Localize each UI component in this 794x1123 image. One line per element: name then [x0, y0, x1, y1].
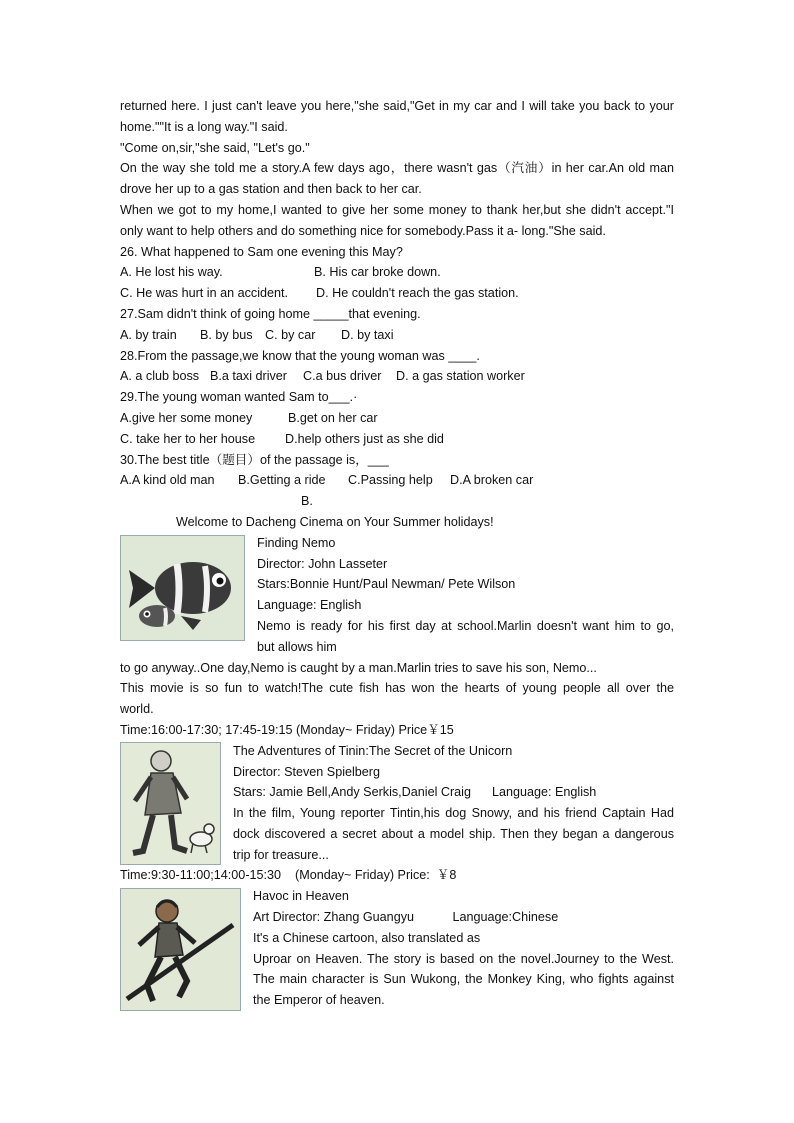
story-line: returned here. I just can't leave you here,"she said,"Get in my car and I will take you back to your	[120, 99, 674, 113]
story-line: only want to help others and do something nice for somebody.Pass it a- long."She said.	[120, 223, 606, 238]
answer-options	[120, 429, 674, 450]
answer-options	[120, 470, 674, 491]
story-line: When we got to my home,I wanted to give her some money to thank her,but she didn't accept."I	[120, 202, 674, 217]
movie-havoc-in-heaven	[120, 886, 674, 1011]
movie-description: dock discovered a secret about a model ship. Then they began a dangerous	[233, 826, 674, 841]
question-stem: 29.The young woman wanted Sam to___.·	[120, 390, 358, 405]
question-stem: 30.The best title（题目）of the passage is，___	[120, 452, 389, 467]
movie-description: In the film, Young reporter Tintin,his dog Snowy, and his friend Captain Had	[233, 806, 674, 821]
option-c: C. take her to her house	[120, 431, 256, 446]
option-a: A.A kind old man	[120, 473, 215, 488]
option-b: B. by bus	[200, 327, 253, 342]
option-a: A. by train	[120, 327, 177, 342]
movie-description: It's a Chinese cartoon, also translated as	[253, 930, 481, 945]
option-d: D.help others just as she did	[285, 431, 444, 446]
option-a: A.give her some money	[120, 410, 253, 425]
movie-description: but allows him	[257, 639, 337, 654]
movie-language: Language: English	[257, 598, 362, 613]
option-d: D. a gas station worker	[396, 369, 525, 384]
movie-description: the Emperor of heaven.	[253, 993, 385, 1008]
movie-description: This movie is so fun to watch!The cute fish has won the hearts of young people all over the	[120, 681, 674, 696]
option-c: C.a bus driver	[303, 369, 382, 384]
movie-info	[253, 886, 674, 1011]
movie-stars: Stars: Jamie Bell,Andy Serkis,Daniel Craig Language: English	[233, 785, 597, 800]
option-b: B.a taxi driver	[210, 369, 287, 384]
section-title: Welcome to Dacheng Cinema on Your Summer holidays!	[176, 514, 494, 529]
option-c: C. He was hurt in an accident.	[120, 286, 288, 301]
story-line: drove her up to a gas station and then back to her car.	[120, 182, 422, 197]
clownfish-illustration	[121, 536, 244, 640]
answer-options	[120, 325, 674, 346]
option-d: D. by taxi	[341, 327, 394, 342]
section-label: B.	[301, 494, 313, 509]
monkey-king-illustration	[121, 889, 240, 1010]
movie-title: The Adventures of Tinin:The Secret of the Unicorn	[233, 743, 513, 758]
question-stem: 28.From the passage,we know that the young woman was ____.	[120, 348, 480, 363]
movie-description: Nemo is ready for his first day at school.Marlin doesn't want him to go,	[257, 618, 674, 633]
movie-finding-nemo	[120, 533, 674, 658]
option-c: C. by car	[265, 327, 316, 342]
movie-info	[233, 741, 674, 866]
movie-description: to go anyway..One day,Nemo is caught by a man.Marlin tries to save his son, Nemo...	[120, 660, 597, 675]
movie-director: Director: Steven Spielberg	[233, 764, 380, 779]
document-page	[120, 96, 674, 1011]
option-a: A. He lost his way.	[120, 265, 223, 280]
story-line: On the way she told me a story.A few days ago，there wasn't gas（汽油）in her car.An old man	[120, 161, 674, 176]
movie-description: world.	[120, 702, 154, 717]
answer-options	[120, 366, 674, 387]
option-a: A. a club boss	[120, 369, 200, 384]
option-b: B. His car broke down.	[314, 265, 441, 280]
movie-info	[257, 533, 674, 658]
story-line: "Come on,sir,"she said, "Let's go."	[120, 140, 310, 155]
option-d: D.A broken car	[450, 473, 534, 488]
option-c: C.Passing help	[348, 473, 433, 488]
question-stem: 27.Sam didn't think of going home _____that evening.	[120, 306, 421, 321]
movie-director: Art Director: Zhang Guangyu Language:Chinese	[253, 910, 559, 925]
question-stem: 26. What happened to Sam one evening this May?	[120, 244, 403, 259]
movie-title: Finding Nemo	[257, 535, 336, 550]
clownfish-image	[120, 535, 245, 641]
option-b: B.get on her car	[288, 410, 378, 425]
tintin-illustration	[121, 743, 220, 864]
movie-description: trip for treasure...	[233, 847, 329, 862]
answer-options	[120, 262, 674, 283]
story-line: home.""It is a long way."I said.	[120, 119, 288, 134]
movie-description: Uproar on Heaven. The story is based on the novel.Journey to the West.	[253, 951, 674, 966]
monkey-king-image	[120, 888, 241, 1011]
movie-time-price: Time:16:00-17:30; 17:45-19:15 (Monday~ Friday) Price￥15	[120, 722, 454, 737]
movie-stars: Stars:Bonnie Hunt/Paul Newman/ Pete Wilson	[257, 577, 516, 592]
movie-time-price: Time:9:30-11:00;14:00-15:30 (Monday~ Friday) Price: ￥8	[120, 868, 457, 883]
tintin-image	[120, 742, 221, 865]
movie-title: Havoc in Heaven	[253, 889, 349, 904]
movie-tintin	[120, 741, 674, 866]
answer-options	[120, 408, 674, 429]
option-b: B.Getting a ride	[238, 473, 326, 488]
answer-options	[120, 283, 674, 304]
movie-director: Director: John Lasseter	[257, 556, 388, 571]
movie-description: The main character is Sun Wukong, the Monkey King, who fights against	[253, 972, 674, 987]
option-d: D. He couldn't reach the gas station.	[316, 286, 519, 301]
